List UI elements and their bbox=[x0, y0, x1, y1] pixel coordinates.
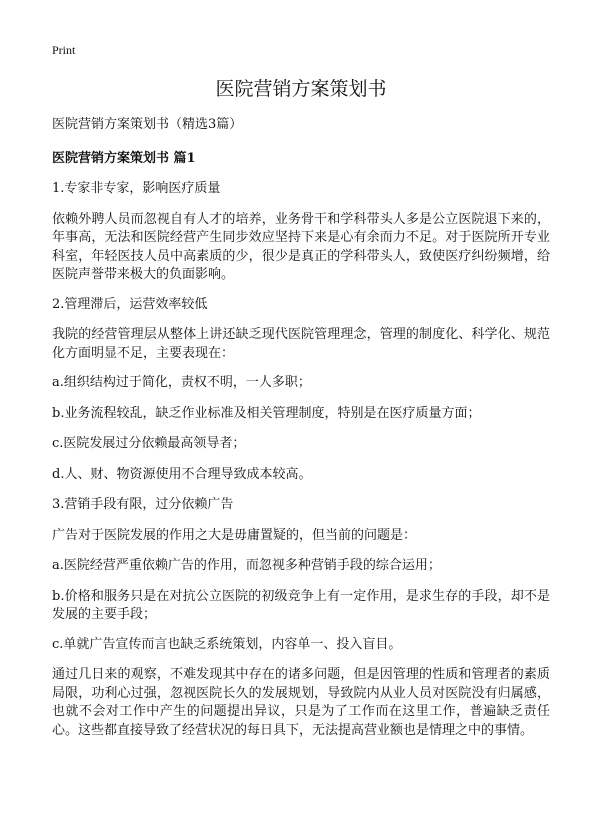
document-subtitle: 医院营销方案策划书（精选3篇） bbox=[52, 117, 243, 132]
heading-point-2: 2.管理滞后，运营效率较低 bbox=[52, 296, 208, 312]
document-title: 医院营销方案策划书 bbox=[215, 78, 387, 100]
paragraph-management-issues: 我院的经营管理层从整体上讲还缺乏现代医院管理理念，管理的制度化、科学化、规范化方面明显不足，主要表现在： bbox=[52, 327, 550, 361]
print-label: Print bbox=[52, 43, 76, 57]
paragraph-expert-dependence: 依赖外聘人员而忽视自有人才的培养，业务骨干和学科带头人多是公立医院退下来的，年事高，无法和医院经营产生同步效应坚持下来是心有余而力不足。对于医院所开专业科室，年轻医技人员中高素质的少，很少是真正的学科带头人，致使医疗纠纷频增，给医院声誉带来极大的负面影响。 bbox=[52, 211, 550, 282]
section-title: 医院营销方案策划书 篇1 bbox=[52, 150, 196, 166]
list-item-ad-c: c.单就广告宣传而言也缺乏系统策划，内容单一、投入盲目。 bbox=[52, 636, 402, 652]
list-item-ad-a: a.医院经营严重依赖广告的作用，而忽视多种营销手段的综合运用； bbox=[52, 558, 441, 573]
list-item-a: a.组织结构过于简化，责权不明，一人多职； bbox=[52, 375, 311, 390]
list-item-d: d.人、财、物资源使用不合理导致成本较高。 bbox=[52, 466, 312, 482]
paragraph-conclusion: 通过几日来的观察，不难发现其中存在的诸多问题，但是因管理的性质和管理者的素质局限，功利心过强，忽视医院长久的发展规划，导致院内从业人员对医院没有归属感，也就不会对工作中产生的问题提出异议，只是为了工作而在这里工作，普遍缺乏责任心。这些都直接导致了经营状况的每日具下，无法提高营业额也是情理之中的事情。 bbox=[52, 667, 550, 738]
list-item-b: b.业务流程较乱，缺乏作业标准及相关管理制度，特别是在医疗质量方面； bbox=[52, 405, 481, 421]
heading-point-1: 1.专家非专家，影响医疗质量 bbox=[52, 181, 221, 196]
paragraph-advertising-intro: 广告对于医院发展的作用之大是毋庸置疑的，但当前的问题是： bbox=[52, 527, 417, 543]
list-item-c: c.医院发展过分依赖最高领导者； bbox=[52, 436, 246, 451]
list-item-ad-b: b.价格和服务只是在对抗公立医院的初级竞争上有一定作用，是求生存的手段，却不是发展的主要手段； bbox=[52, 588, 550, 622]
heading-point-3: 3.营销手段有限，过分依赖广告 bbox=[52, 497, 234, 512]
